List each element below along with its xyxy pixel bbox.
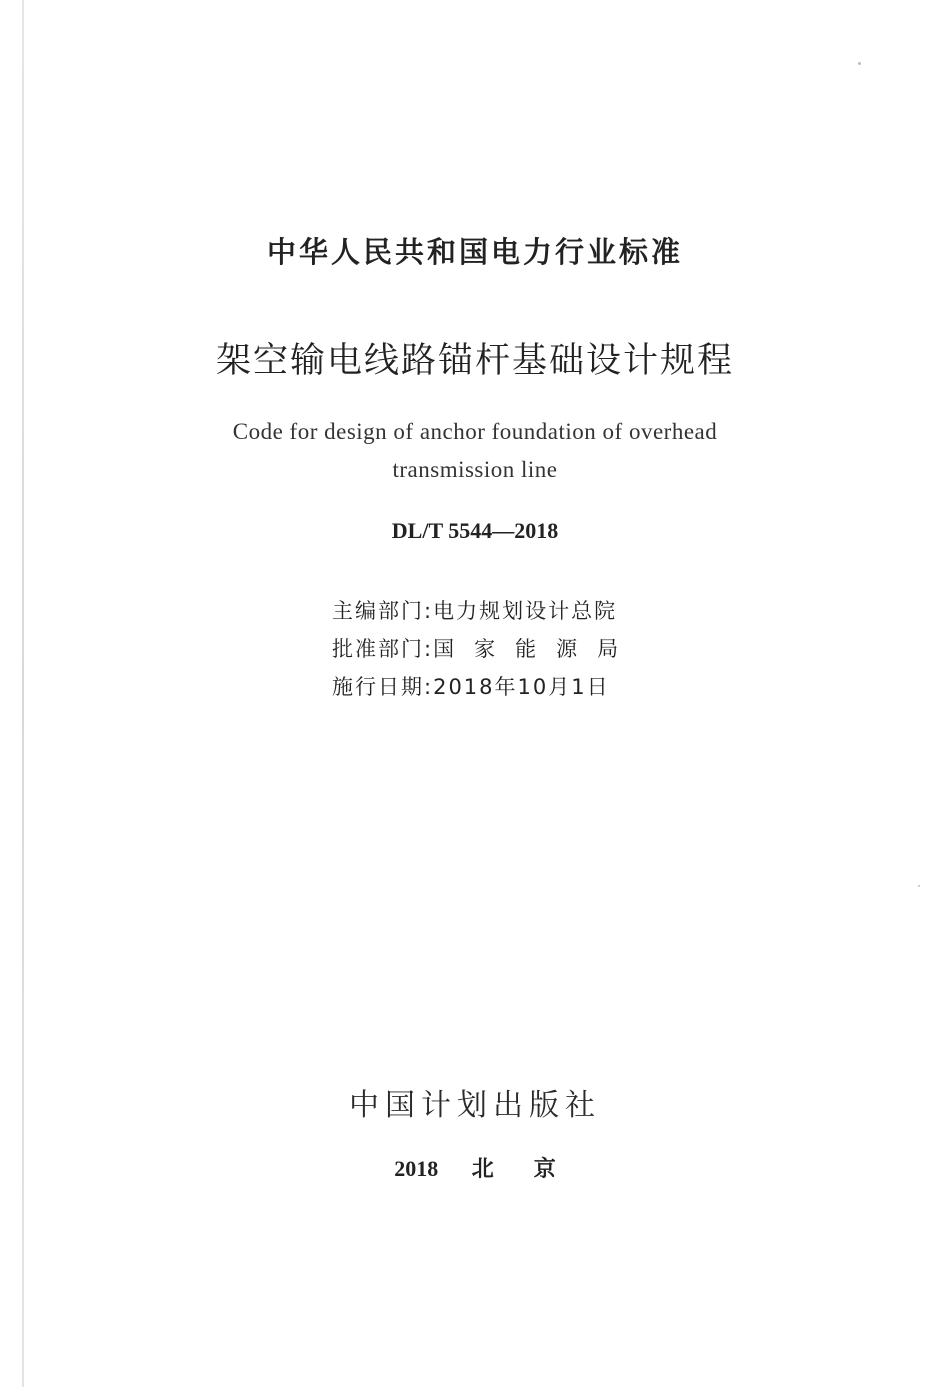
- imprint-city: 北京: [471, 1157, 596, 1182]
- imprint-year: 2018: [394, 1156, 439, 1181]
- industry-standard-heading: 中华人民共和国电力行业标准: [266, 235, 683, 269]
- meta-key: 批准部门:: [332, 637, 434, 661]
- document-title-chinese: 架空输电线路锚杆基础设计规程: [215, 341, 734, 381]
- title-en-line-1: Code for design of anchor foundation of overhead: [232, 419, 718, 444]
- meta-key: 施行日期:: [332, 675, 434, 699]
- imprint: [0, 1152, 950, 1183]
- document-title-english: [0, 413, 950, 489]
- meta-key: 主编部门:: [332, 599, 434, 623]
- meta-value: 电力规划设计总院: [433, 599, 618, 623]
- meta-value: 国家能源局: [433, 637, 639, 661]
- publisher-name: 中国计划出版社: [349, 1088, 601, 1123]
- scan-speck: [858, 62, 861, 65]
- publication-meta: [332, 592, 638, 706]
- meta-row-effective-date: [332, 668, 638, 706]
- standard-number: DL/T 5544—2018: [391, 518, 559, 543]
- scan-speck: [918, 885, 920, 887]
- meta-row-approver: [332, 630, 638, 668]
- meta-value: 2018年10月1日: [433, 675, 610, 699]
- meta-row-editor: [332, 592, 638, 630]
- title-en-line-2: transmission line: [392, 457, 558, 482]
